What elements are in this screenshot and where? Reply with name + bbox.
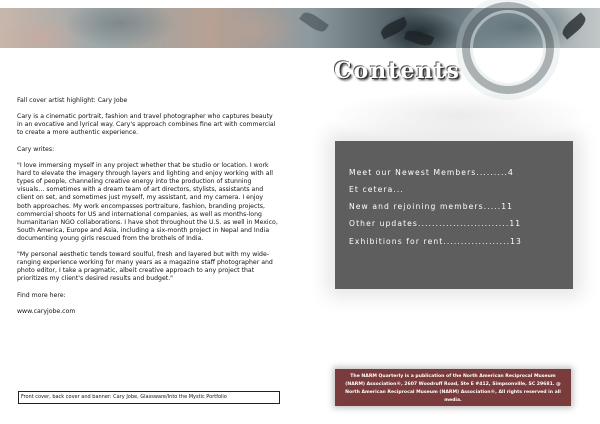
title-glow — [330, 90, 590, 140]
toc-item-newest-members[interactable]: Meet our Newest Members.........4 — [349, 168, 514, 177]
article-quote-2: "My personal aesthetic tends toward soulful, fresh and layered but with my wide-ranging experience working for many years as a magazine staff photographer and photo editor, I take a pragmatic, albeit creative approach to any project that prioritizes my client's desired results and budget." — [17, 251, 273, 283]
article-writes: Cary writes: — [17, 145, 55, 153]
toc-item-exhibitions[interactable]: Exhibitions for rent...................13 — [349, 237, 522, 246]
publication-note: The NARM Quarterly is a publication of the North American Reciprocal Museum (NARM) Association®, 2607 Woodruff Road, Ste E #412, Simpsonville, SC 29681. @ North American Reciprocal Museum (NARM) Association®, All rights reserved in all media. — [335, 369, 571, 406]
toc-item-new-rejoining-members[interactable]: New and rejoining members.....11 — [349, 202, 514, 211]
banner-image — [0, 8, 600, 48]
article-heading: Fall cover artist highlight: Cary Jobe — [17, 97, 128, 104]
article-quote-1: "I love immersing myself in any project whether that be studio or location. I work hard to elevate the imagery through layers and lighting and enjoy working with all types of people, channeling creative energy into the production of stunning visuals… sometimes with a dream team of art directors, stylists, assistants and client on set, and sometimes just myself, my assistant, and my camera. I enjoy both approaches. My work encompasses portraiture, fashion, branding projects, commercial shoots for US and international companies, as well as months-long humanitarian NGO collaborations. I have shot throughout the U.S. as well in Mexico, South America, Europe and Asia, including a six-month project in Nepal and India documenting young girls rescued from the brothels of India. — [17, 162, 278, 242]
artist-article — [17, 97, 279, 324]
toc-item-other-updates[interactable]: Other updates..........................11 — [349, 219, 522, 228]
toc-item-et-cetera[interactable]: Et cetera... — [349, 185, 404, 194]
contents-title: Contents — [334, 58, 461, 84]
article-find-more: Find more here: — [17, 291, 66, 299]
banner-leaf-shape — [299, 9, 329, 35]
table-of-contents — [335, 141, 573, 289]
article-website-link[interactable]: www.caryjobe.com — [17, 308, 76, 315]
banner-leaf-shape — [404, 28, 434, 49]
article-intro: Cary is a cinematic portrait, fashion and travel photographer who captures beauty in an evocative and lyrical way. Cary's approach combines fine art with commercial to create a more authentic experience. — [17, 113, 276, 137]
banner-glass-rings — [470, 10, 546, 86]
banner-leaf-shape — [559, 12, 588, 39]
photo-credit-box: Front cover, back cover and banner: Cary Jobe, Glassware/Into the Mystic Portfolio — [18, 391, 280, 404]
